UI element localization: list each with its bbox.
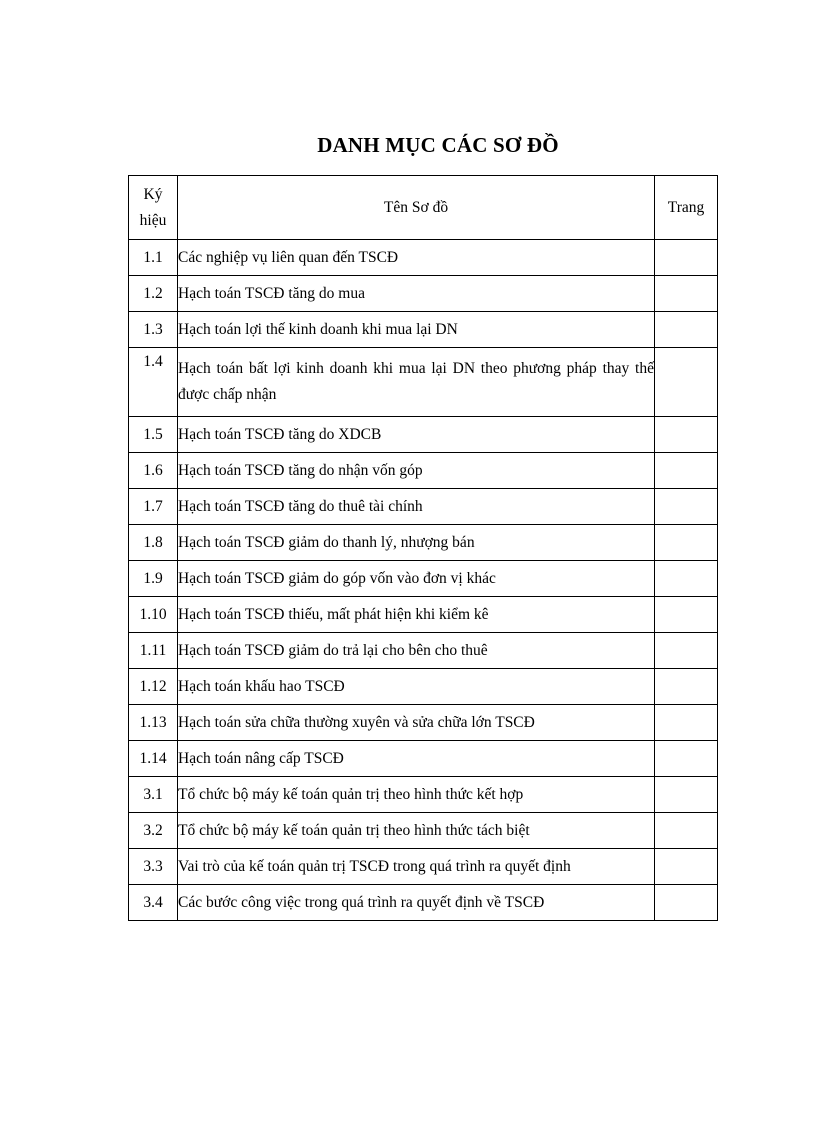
row-page	[655, 453, 718, 489]
row-name: Hạch toán TSCĐ tăng do thuê tài chính	[178, 489, 655, 525]
row-page	[655, 312, 718, 348]
row-name: Các bước công việc trong quá trình ra quyết định về TSCĐ	[178, 885, 655, 921]
row-name: Các nghiệp vụ liên quan đến TSCĐ	[178, 240, 655, 276]
row-name: Tổ chức bộ máy kế toán quản trị theo hình thức tách biệt	[178, 813, 655, 849]
row-code: 1.2	[129, 276, 178, 312]
row-name: Hạch toán khấu hao TSCĐ	[178, 669, 655, 705]
table-header-row	[129, 176, 718, 240]
row-name: Hạch toán TSCĐ tăng do XDCB	[178, 417, 655, 453]
row-page	[655, 741, 718, 777]
table-row	[129, 633, 718, 669]
row-code: 1.6	[129, 453, 178, 489]
row-page	[655, 240, 718, 276]
row-name: Hạch toán TSCĐ tăng do nhận vốn góp	[178, 453, 655, 489]
row-page	[655, 525, 718, 561]
row-page	[655, 813, 718, 849]
row-name: Hạch toán TSCĐ giảm do góp vốn vào đơn vị khác	[178, 561, 655, 597]
table-row	[129, 777, 718, 813]
diagram-list-table	[128, 175, 718, 921]
row-code: 3.3	[129, 849, 178, 885]
row-code: 1.1	[129, 240, 178, 276]
row-page	[655, 489, 718, 525]
row-name: Hạch toán TSCĐ tăng do mua	[178, 276, 655, 312]
row-page	[655, 669, 718, 705]
row-code: 1.10	[129, 597, 178, 633]
row-page	[655, 885, 718, 921]
table-body	[129, 240, 718, 921]
row-code: 1.14	[129, 741, 178, 777]
table-row	[129, 669, 718, 705]
row-code: 1.8	[129, 525, 178, 561]
header-name: Tên Sơ đồ	[178, 176, 655, 240]
row-page	[655, 633, 718, 669]
row-name: Hạch toán TSCĐ thiếu, mất phát hiện khi kiểm kê	[178, 597, 655, 633]
table-row	[129, 561, 718, 597]
table-row	[129, 813, 718, 849]
page-title: DANH MỤC CÁC SƠ ĐỒ	[317, 133, 559, 157]
row-code: 1.4	[129, 348, 178, 417]
row-name: Hạch toán lợi thế kinh doanh khi mua lại DN	[178, 312, 655, 348]
table-row	[129, 417, 718, 453]
row-page	[655, 849, 718, 885]
row-code: 3.1	[129, 777, 178, 813]
table-row	[129, 240, 718, 276]
table-row	[129, 453, 718, 489]
table-row	[129, 312, 718, 348]
row-name: Hạch toán nâng cấp TSCĐ	[178, 741, 655, 777]
row-page	[655, 348, 718, 417]
header-code-line2: hiệu	[139, 211, 167, 229]
table-row	[129, 885, 718, 921]
row-name: Vai trò của kế toán quản trị TSCĐ trong quá trình ra quyết định	[178, 849, 655, 885]
row-code: 1.12	[129, 669, 178, 705]
table-row	[129, 705, 718, 741]
row-code: 1.3	[129, 312, 178, 348]
row-page	[655, 597, 718, 633]
table-row	[129, 276, 718, 312]
row-page	[655, 705, 718, 741]
header-page: Trang	[655, 176, 718, 240]
row-page	[655, 561, 718, 597]
row-page	[655, 417, 718, 453]
row-code: 3.2	[129, 813, 178, 849]
table-row	[129, 489, 718, 525]
row-code: 1.5	[129, 417, 178, 453]
row-page	[655, 276, 718, 312]
table-row	[129, 741, 718, 777]
header-code-line1: Ký	[143, 185, 163, 203]
row-code: 3.4	[129, 885, 178, 921]
row-name: Hạch toán bất lợi kinh doanh khi mua lại DN theo phương pháp thay thế được chấp nhận	[178, 348, 655, 417]
row-name: Tổ chức bộ máy kế toán quản trị theo hình thức kết hợp	[178, 777, 655, 813]
row-code: 1.7	[129, 489, 178, 525]
row-name: Hạch toán sửa chữa thường xuyên và sửa chữa lớn TSCĐ	[178, 705, 655, 741]
row-code: 1.9	[129, 561, 178, 597]
table-row	[129, 849, 718, 885]
row-code: 1.11	[129, 633, 178, 669]
table-row	[129, 525, 718, 561]
table-row	[129, 348, 718, 417]
header-code	[129, 176, 178, 240]
row-name: Hạch toán TSCĐ giảm do trả lại cho bên cho thuê	[178, 633, 655, 669]
table-row	[129, 597, 718, 633]
row-code: 1.13	[129, 705, 178, 741]
row-name: Hạch toán TSCĐ giảm do thanh lý, nhượng bán	[178, 525, 655, 561]
row-page	[655, 777, 718, 813]
